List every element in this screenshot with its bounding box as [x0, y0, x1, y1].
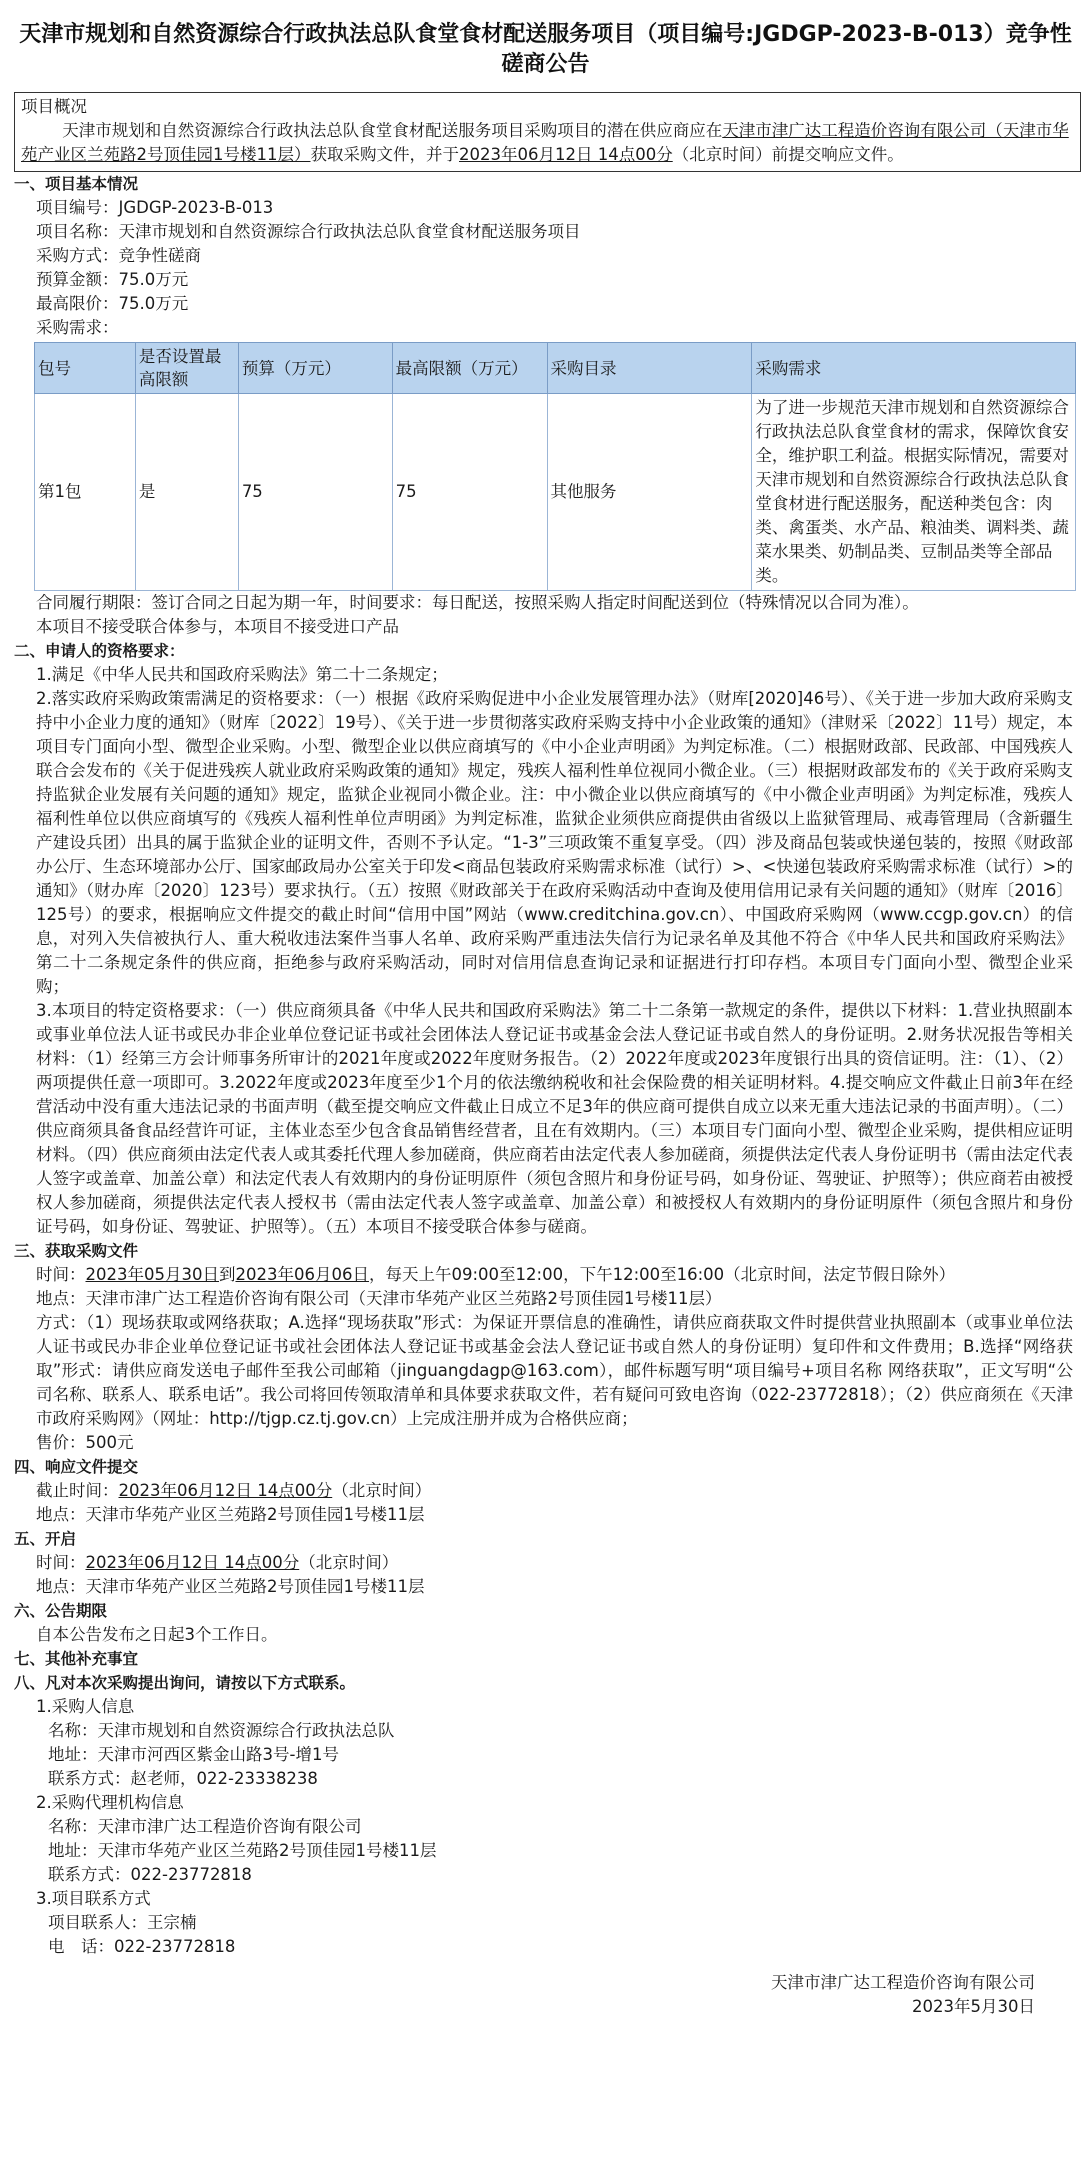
- buyer-name: 名称：天津市规划和自然资源综合行政执法总队: [48, 1721, 395, 1740]
- section-contract: [14, 591, 1073, 639]
- cell-package: 第1包: [35, 394, 136, 591]
- section-qualifications: [14, 639, 1073, 1239]
- project-name: 项目名称：天津市规划和自然资源综合行政执法总队食堂食材配送服务项目: [36, 222, 581, 241]
- deadline-value: 2023年06月12日 14点00分: [118, 1481, 333, 1500]
- obtain-hours: ，每天上午09:00至12:00，下午12:00至16:00（北京时间，法定节假日除外）: [368, 1265, 956, 1284]
- cell-max-limit: 75: [392, 394, 547, 591]
- obtain-method: 方式：（1）现场获取或网络获取；A.选择“现场获取”形式：为保证开票信息的准确性，请供应商获取文件时提供营业执照副本（或事业单位法人证书或民办非企业单位登记证书或社会团体法人登记证书或基金会法人登记证书或自然人的身份证明）复印件和文件费用；B.选择“网络获取”形式：请供应商发送电子邮件至我公司邮箱（jinguangdagp@163.com），邮件标题写明“项目编号+项目名称 网络获取”，正文写明“公司名称、联系人、联系电话”。我公司将回传领取清单和具体要求获取文件，若有疑问可致电咨询（022-23772818）；（2）供应商须在《天津市政府采购网》（网址：http://tjgp.cz.tj.gov.cn）上完成注册并成为合格供应商；: [36, 1313, 1073, 1428]
- section-2-title: 二、申请人的资格要求：: [14, 642, 185, 660]
- col-header-limit-set: 是否设置最高限额: [135, 343, 238, 394]
- qualification-item-2: 2.落实政府采购政策需满足的资格要求：（一）根据《政府采购促进中小企业发展管理办法》（财库[2020]46号）、《关于进一步加大政府采购支持中小企业力度的通知》（财库〔2022〕19号）、《关于进一步贯彻落实政府采购支持中小企业政策的通知》（津财采〔2022〕11号）规定，本项目专门面向小型、微型企业采购。小型、微型企业以供应商填写的《中小企业声明函》为判定标准。（二）根据财政部、民政部、中国残疾人联合会发布的《关于促进残疾人就业政府采购政策的通知》规定，残疾人福利性单位视同小微企业。（三）根据财政部发布的《关于政府采购支持监狱企业发展有关问题的通知》规定，监狱企业视同小微企业。注：中小微企业以供应商填写的《中小微企业声明函》为判定标准，残疾人福利性单位以供应商填写的《残疾人福利性单位声明函》为判定标准，监狱企业须供应商提供由省级以上监狱管理局、戒毒管理局（含新疆生产建设兵团）出具的属于监狱企业的证明文件，否则不予认定。“1-3”三项政策不重复享受。（四）涉及商品包装或快递包装的，按照《财政部办公厅、生态环境部办公厅、国家邮政局办公室关于印发<商品包装政府采购需求标准（试行）>、<快递包装政府采购需求标准（试行）>的通知》（财办库〔2020〕123号）要求执行。（五）按照《财政部关于在政府采购活动中查询及使用信用记录有关问题的通知》（财库〔2016〕125号）的要求，根据响应文件提交的截止时间“信用中国”网站（www.creditchina.gov.cn）、中国政府采购网（www.ccgp.gov.cn）的信息，对列入失信被执行人、重大税收违法案件当事人名单、政府采购严重违法失信行为记录名单及其他不符合《中华人民共和国政府采购法》第二十二条规定条件的供应商，拒绝参与政府采购活动，同时对信用信息查询记录和证据进行打印存档。本项目专门面向小型、微型企业采购；: [36, 689, 1073, 996]
- obtain-start-date: 2023年05月30日: [85, 1265, 219, 1284]
- overview-text-mid: 获取采购文件，并于: [310, 145, 459, 164]
- cell-limit-set: 是: [135, 394, 238, 591]
- section-basic-info: [14, 172, 1073, 340]
- overview-body: [21, 119, 1074, 167]
- submission-deadline: [36, 1479, 1073, 1503]
- table-header-row: [35, 343, 1076, 394]
- agent-info-title: 2.采购代理机构信息: [36, 1793, 184, 1812]
- section-contacts: [14, 1671, 1073, 1959]
- opening-time-value: 2023年06月12日 14点00分: [85, 1553, 300, 1572]
- buyer-info-title: 1.采购人信息: [36, 1697, 135, 1716]
- overview-text: 天津市规划和自然资源综合行政执法总队食堂食材配送服务项目采购项目的潜在供应商应在: [62, 121, 723, 140]
- project-overview-box: [14, 92, 1081, 172]
- project-contact-phone: 电 话：022-23772818: [48, 1937, 236, 1956]
- overview-deadline: 2023年06月12日 14点00分: [459, 145, 673, 164]
- buyer-address: 地址：天津市河西区紫金山路3号-增1号: [48, 1745, 339, 1764]
- opening-place: 地点：天津市华苑产业区兰苑路2号顶佳园1号楼11层: [36, 1577, 425, 1596]
- contract-period: 合同履行期限：签订合同之日起为期一年，时间要求：每日配送，按照采购人指定时间配送到位（特殊情况以合同为准）。: [36, 593, 919, 612]
- demand-label: 采购需求：: [36, 318, 119, 337]
- section-1-title: 一、项目基本情况: [14, 175, 139, 193]
- notice-period-body: 自本公告发布之日起3个工作日。: [36, 1625, 278, 1644]
- deadline-suffix: （北京时间）: [332, 1481, 432, 1500]
- obtain-end-date: 2023年06月06日: [235, 1265, 369, 1284]
- project-number: 项目编号：JGDGP-2023-B-013: [36, 198, 274, 217]
- deadline-label: 截止时间：: [36, 1481, 119, 1500]
- agent-name: 名称：天津市津广达工程造价咨询有限公司: [48, 1817, 362, 1836]
- cell-demand: 为了进一步规范天津市规划和自然资源综合行政执法总队食堂食材的需求，保障饮食安全，维护职工利益。根据实际情况，需要对天津市规划和自然资源综合行政执法总队食堂食材进行配送服务，配送种类包含：肉类、禽蛋类、水产品、粮油类、调料类、蔬菜水果类、奶制品类、豆制品类等全部品类。: [752, 394, 1076, 591]
- obtain-time: [36, 1263, 1073, 1287]
- obtain-to: 到: [218, 1265, 236, 1284]
- section-7-title: 七、其他补充事宜: [14, 1650, 139, 1668]
- section-3-title: 三、获取采购文件: [14, 1242, 139, 1260]
- submission-place: 地点：天津市华苑产业区兰苑路2号顶佳园1号楼11层: [36, 1505, 425, 1524]
- signing-company: 天津市津广达工程造价咨询有限公司: [771, 1973, 1035, 1992]
- agent-address: 地址：天津市华苑产业区兰苑路2号顶佳园1号楼11层: [48, 1841, 437, 1860]
- qualification-item-3: 3.本项目的特定资格要求：（一）供应商须具备《中华人民共和国政府采购法》第二十二条第一款规定的条件，提供以下材料：1.营业执照副本或事业单位法人证书或民办非企业单位登记证书或社会团体法人登记证书或基金会法人登记证书或自然人的身份证明。2.财务状况报告等相关材料：（1）经第三方会计师事务所审计的2021年度或2022年度财务报告。（2）2022年度或2023年度银行出具的资信证明。注：（1）、（2）两项提供任意一项即可。3.2022年度或2023年度至少1个月的依法缴纳税收和社会保险费的相关证明材料。4.提交响应文件截止日前3年在经营活动中没有重大违法记录的书面声明（截至提交响应文件截止日成立不足3年的供应商可提供自成立以来无重大违法记录的书面声明）。（二）供应商须具备食品经营许可证，主体业态至少包含食品销售经营者，且在有效期内。（三）本项目专门面向小型、微型企业采购，提供相应证明材料。（四）供应商须由法定代表人或其委托代理人参加磋商，供应商若由法定代表人参加磋商，须提供法定代表人身份证明书（需由法定代表人签字或盖章、加盖公章）和法定代表人有效期内的身份证明原件（须包含照片和身份证号码，如身份证、驾驶证、护照等）；供应商若由被授权人参加磋商，须提供法定代表人授权书（需由法定代表人签字或盖章、加盖公章）和被授权人有效期内的身份证明原件（须包含照片和身份证号码，如身份证、驾驶证、护照等）。（五）本项目不接受联合体参与磋商。: [36, 1001, 1073, 1236]
- section-submission: [14, 1455, 1073, 1527]
- col-header-budget: 预算（万元）: [238, 343, 392, 394]
- signing-date: 2023年5月30日: [912, 1997, 1035, 2016]
- project-contact-title: 3.项目联系方式: [36, 1889, 151, 1908]
- section-notice-period: [14, 1599, 1073, 1647]
- max-price: 最高限价：75.0万元: [36, 294, 189, 313]
- section-opening: [14, 1527, 1073, 1599]
- section-other-matters: [14, 1647, 1073, 1671]
- page-title: 天津市规划和自然资源综合行政执法总队食堂食材配送服务项目（项目编号:JGDGP-2023-B-013）竞争性磋商公告: [19, 22, 1072, 77]
- consortium-note: 本项目不接受联合体参与，本项目不接受进口产品: [36, 617, 399, 636]
- opening-time-suffix: （北京时间）: [299, 1553, 399, 1572]
- buyer-contact: 联系方式：赵老师，022-23338238: [48, 1769, 318, 1788]
- section-8-title: 八、凡对本次采购提出询问，请按以下方式联系。: [14, 1674, 356, 1692]
- cell-budget: 75: [238, 394, 392, 591]
- qualification-item-1: 1.满足《中华人民共和国政府采购法》第二十二条规定；: [36, 665, 448, 684]
- table-row: [35, 394, 1076, 591]
- project-contact-person: 项目联系人：王宗楠: [48, 1913, 197, 1932]
- section-6-title: 六、公告期限: [14, 1602, 108, 1620]
- section-obtain-documents: [14, 1239, 1073, 1455]
- procurement-method: 采购方式：竞争性磋商: [36, 246, 201, 265]
- cell-catalog: 其他服务: [547, 394, 752, 591]
- col-header-demand: 采购需求: [752, 343, 1076, 394]
- agent-contact: 联系方式：022-23772818: [48, 1865, 252, 1884]
- obtain-time-label: 时间：: [36, 1265, 86, 1284]
- obtain-place: 地点：天津市津广达工程造价咨询有限公司（天津市华苑产业区兰苑路2号顶佳园1号楼11层）: [36, 1289, 722, 1308]
- document-price: 售价：500元: [36, 1433, 134, 1452]
- opening-time: [36, 1551, 1073, 1575]
- section-4-title: 四、响应文件提交: [14, 1458, 139, 1476]
- col-header-package: 包号: [35, 343, 136, 394]
- requirements-table: [34, 342, 1076, 591]
- overview-text-suffix: （北京时间）前提交响应文件。: [672, 145, 904, 164]
- overview-heading: 项目概况: [21, 97, 87, 116]
- col-header-max-limit: 最高限额（万元）: [392, 343, 547, 394]
- overview-place: 天津市津广达工程造价咨询有限公司（天津市华苑产业区兰苑路2号顶佳园1号楼11层）: [21, 121, 1069, 164]
- budget-amount: 预算金额：75.0万元: [36, 270, 189, 289]
- col-header-catalog: 采购目录: [547, 343, 752, 394]
- section-5-title: 五、开启: [14, 1530, 77, 1548]
- opening-time-label: 时间：: [36, 1553, 86, 1572]
